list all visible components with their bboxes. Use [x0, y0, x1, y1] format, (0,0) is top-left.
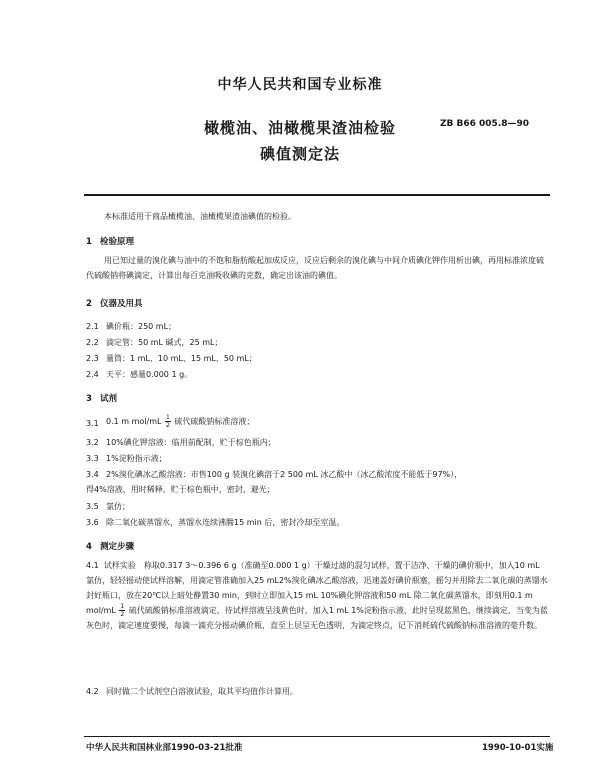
- fraction-one-half-2: [119, 603, 125, 618]
- item-4-1-number: 4.1: [86, 561, 99, 570]
- approval-note: 中华人民共和国林业部1990-03-21批准: [86, 743, 243, 753]
- header-org: 中华人民共和国专业标准: [217, 77, 383, 93]
- section-1-number: 1: [86, 237, 92, 247]
- item-2-4-text: 天平：感量0.000 1 g。: [106, 370, 193, 379]
- section-3-title: 试剂: [100, 394, 118, 404]
- section-3-number: 3: [86, 394, 92, 404]
- section-1-paragraph: 用已知过量的溴化碘与油中的不饱和脂肪酸起加成反应，反应后剩余的溴化碘与中间介质碘化钾作用析出碘，再用标准浓度硫代硫酸钠将碘滴定，计算出每百克油吸收碘的克数，确定出该油的碘值。: [86, 256, 544, 280]
- item-3-6-text: 除二氧化碳蒸馏水，蒸馏水连续沸腾15 min 后，密封冷却至室温。: [106, 518, 345, 527]
- fraction-denominator: 2: [166, 422, 170, 429]
- item-2-3-text: 量筒：1 mL、10 mL、15 mL、50 mL；: [106, 354, 257, 363]
- title-line-2: 碘值测定法: [259, 145, 340, 163]
- item-2-3-number: 2.3: [86, 354, 99, 363]
- section-1-title: 检验原理: [100, 237, 135, 247]
- intro-text: 本标准适用于商品橄榄油、油橄榄果渣油碘值的检验。: [104, 212, 296, 221]
- item-3-6-number: 3.6: [86, 518, 99, 527]
- item-3-3-number: 3.3: [86, 454, 99, 463]
- item-3-3-text: 1%淀粉指示液；: [106, 454, 167, 463]
- item-3-1-text: [106, 414, 254, 429]
- fraction-one-half: [165, 414, 171, 429]
- item-2-2-text: 滴定管：50 mL 碱式，25 mL；: [106, 338, 223, 347]
- item-2-1-number: 2.1: [86, 322, 99, 331]
- fraction-numerator-2: 1: [120, 603, 125, 610]
- item-3-4-number: 3.4: [86, 470, 99, 479]
- item-3-4-continued: 得4%溶液，用时稀释，贮于棕色瓶中，密封、避光；: [86, 485, 275, 494]
- item-4-2-number: 4.2: [86, 687, 99, 696]
- item-3-1-number: 3.1: [86, 419, 99, 428]
- item-3-2-number: 3.2: [86, 438, 99, 447]
- header-rule: [84, 194, 550, 196]
- section-4-title: 测定步骤: [100, 542, 135, 552]
- item-4-2-text: 同时做二个试剂空白溶液试验，取其平均值作计算用。: [106, 687, 298, 696]
- item-3-1-reagent: 硫代硫酸钠标准溶液；: [174, 417, 255, 426]
- item-3-2-text: 10%碘化钾溶液：临用前配制，贮于棕色瓶内；: [106, 438, 276, 447]
- fraction-denominator-2: 2: [120, 611, 125, 618]
- item-3-5-number: 3.5: [86, 502, 99, 511]
- item-3-4-text: 2%溴化碘冰乙酸溶液：市售100 g 装溴化碘溶于2 500 mL 冰乙酸中（冰乙酸浓度不能低于97%），: [106, 470, 463, 479]
- item-2-2-number: 2.2: [86, 338, 99, 347]
- standard-code: ZB B66 005.8—90: [440, 119, 530, 129]
- item-4-1-text-b: 硫代硫酸钠标准溶液滴定，待试样溶液呈浅黄色时，加入1 mL 1%淀粉指示液，此时呈现蓝黑色，继续滴定，当变为蓝灰色时，滴定速度要慢，每滴一滴充分摇动碘价瓶，直至上层呈无色透明，为滴定终点，记下消耗硫代硫酸钠标准溶液的毫升数。: [86, 606, 548, 630]
- section-4-number: 4: [86, 542, 92, 552]
- footer-rule: [84, 736, 550, 737]
- section-2-number: 2: [86, 299, 92, 309]
- section-2-title: 仪器及用具: [100, 299, 143, 309]
- effective-date: 1990-10-01实施: [482, 743, 554, 753]
- fraction-numerator: 1: [166, 414, 170, 421]
- item-3-1-conc: 0.1 m mol/mL: [106, 417, 162, 426]
- item-2-1-text: 碘价瓶：250 mL；: [106, 322, 177, 331]
- section-4-1-paragraph: [86, 558, 550, 633]
- item-4-1-text-a: 试样实验 称取0.317 3～0.396 6 g（准确至0.000 1 g）干燥过滤的混匀试样，置于洁净、干燥的碘价瓶中，加入10 mL 氯仿，轻轻摇动使试样溶解，用滴定管准确加入25 mL2%溴化碘冰乙酸溶液，迅速盖好碘价瓶塞，摇匀并用除去二氧化碳的蒸馏水封好瓶口，放在20℃以上暗处静置30 min，到时立即加入15 mL 10%碘化钾溶液和50 mL 除二氧化碳蒸馏水，即刻用0.1 m mol/mL: [86, 561, 548, 615]
- title-line-1: 橄榄油、油橄榄果渣油检验: [203, 119, 396, 137]
- item-3-5-text: 氯仿；: [106, 502, 130, 511]
- item-2-4-number: 2.4: [86, 370, 99, 379]
